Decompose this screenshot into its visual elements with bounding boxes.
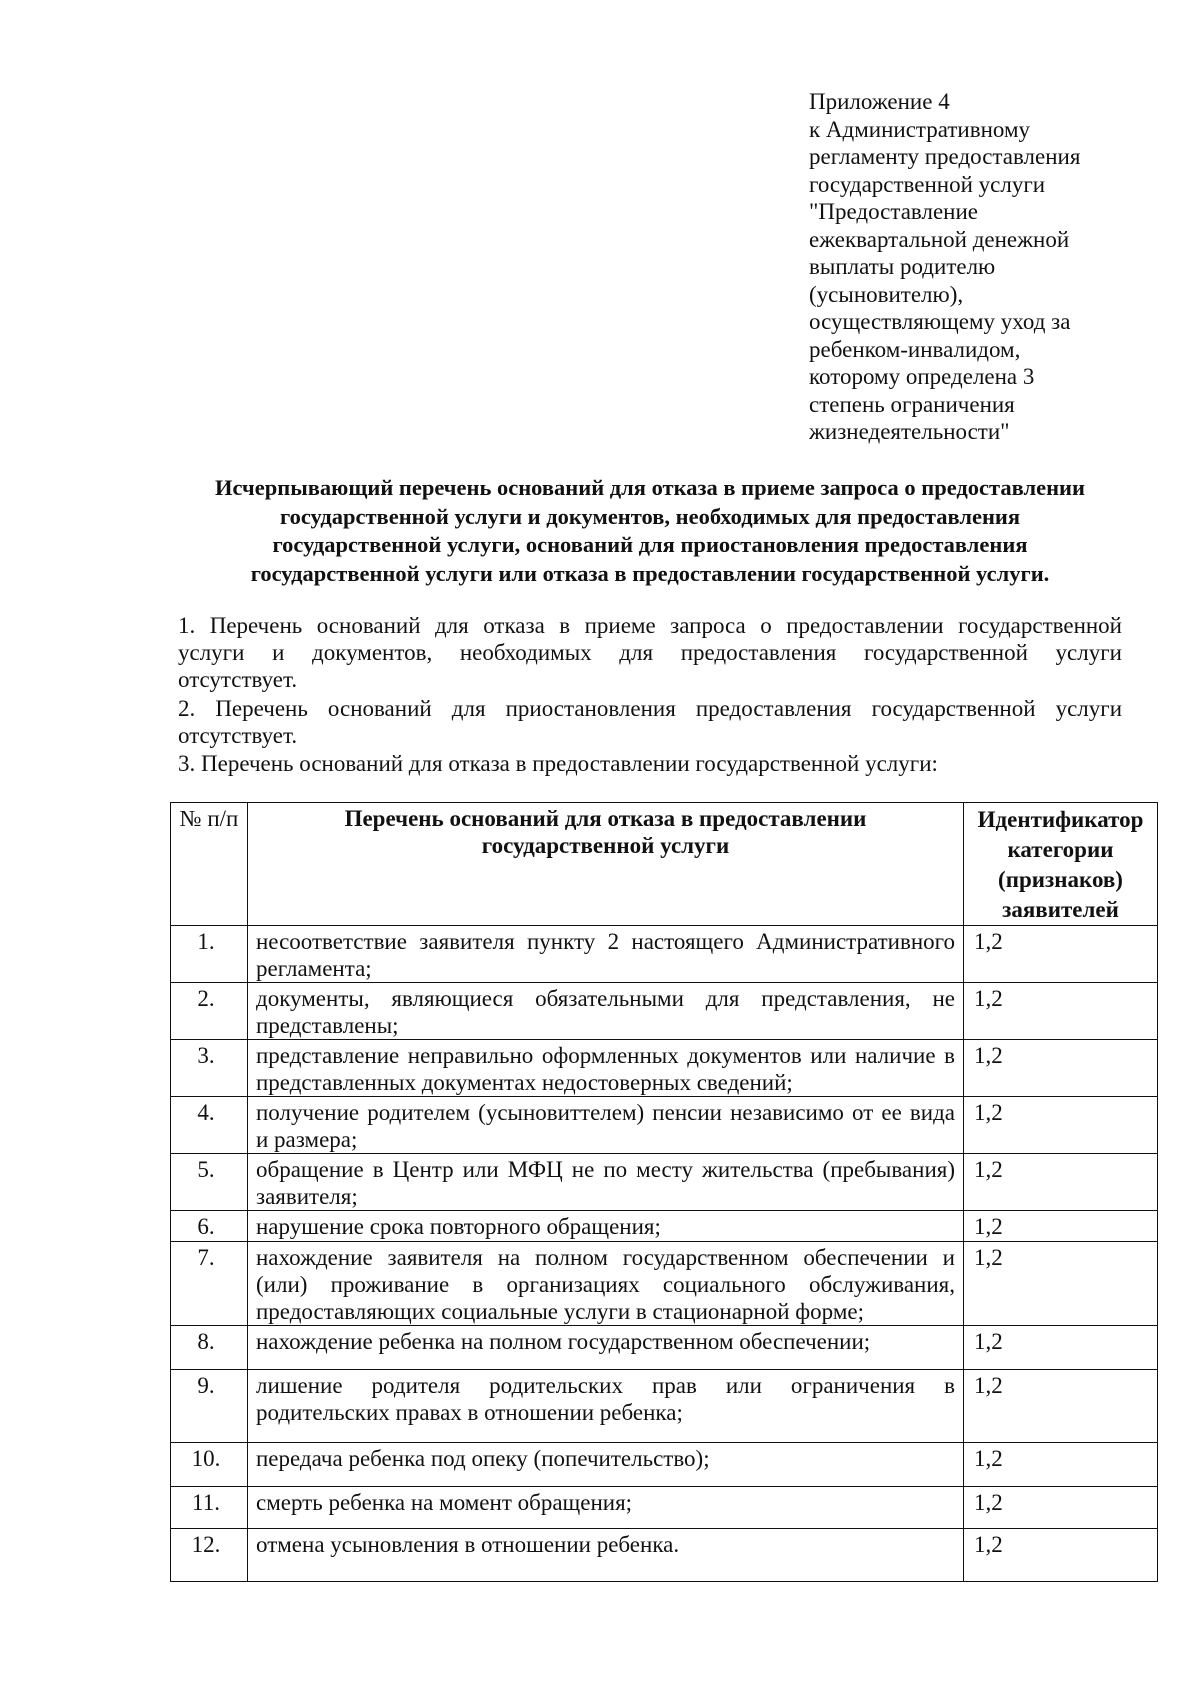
row-reason: лишение родителя родительских прав или ограничения в родительских правах в отношении ребенка; xyxy=(248,1370,964,1443)
table-row xyxy=(171,1443,1158,1487)
appendix-line: осуществляющему уход за xyxy=(809,309,1071,334)
row-number: 1. xyxy=(171,926,248,983)
paragraph-2-line: 2. Перечень оснований для приостановления предоставления государственной услуги xyxy=(178,696,1122,721)
table-row xyxy=(171,983,1158,1040)
row-identifier: 1,2 xyxy=(964,1242,1158,1326)
title-line: государственной услуги и документов, необходимых для предоставления xyxy=(279,503,1021,529)
appendix-line: ежеквартальной денежной xyxy=(809,226,1070,252)
title-line: государственной услуги или отказа в предоставлении государственной услуги. xyxy=(250,560,1050,586)
title-line: государственной услуги, оснований для приостановления предоставления xyxy=(272,532,1028,557)
table-row xyxy=(171,1040,1158,1097)
row-number: 11. xyxy=(171,1487,248,1529)
appendix-line: "Предоставление xyxy=(809,199,978,224)
title-line: Исчерпывающий перечень оснований для отказа в приеме запроса о предоставлении xyxy=(215,475,1085,500)
appendix-line: (усыновителю), xyxy=(809,281,964,307)
appendix-line: ребенком-инвалидом, xyxy=(809,336,1021,362)
table-row xyxy=(171,1487,1158,1529)
row-reason: смерть ребенка на момент обращения; xyxy=(248,1487,964,1529)
table-row xyxy=(171,1097,1158,1154)
appendix-line: государственной услуги xyxy=(809,171,1046,197)
row-number: 8. xyxy=(171,1326,248,1370)
document-title xyxy=(170,474,1130,588)
appendix-line: регламенту предоставления xyxy=(809,144,1081,169)
row-number: 3. xyxy=(171,1040,248,1097)
table-body xyxy=(171,926,1158,1582)
paragraph-3 xyxy=(178,750,1122,777)
appendix-line: к Административному xyxy=(809,116,1031,142)
appendix-line: жизнедеятельности" xyxy=(809,419,1010,444)
paragraph-1-line: отсутствует. xyxy=(178,667,298,692)
header-reason: Перечень оснований для отказа в предоставлении государственной услуги xyxy=(248,803,964,926)
table-row xyxy=(171,1326,1158,1370)
header-num: № п/п xyxy=(171,803,248,926)
row-identifier: 1,2 xyxy=(964,1211,1158,1242)
row-identifier: 1,2 xyxy=(964,926,1158,983)
row-number: 10. xyxy=(171,1443,248,1487)
table-row xyxy=(171,1154,1158,1211)
grounds-table xyxy=(170,802,1158,1582)
row-reason: нарушение срока повторного обращения; xyxy=(248,1211,964,1242)
row-number: 4. xyxy=(171,1097,248,1154)
row-identifier: 1,2 xyxy=(964,1326,1158,1370)
row-identifier: 1,2 xyxy=(964,1040,1158,1097)
table-row xyxy=(171,1211,1158,1242)
row-reason: нахождение ребенка на полном государственном обеспечении; xyxy=(248,1326,964,1370)
row-identifier: 1,2 xyxy=(964,983,1158,1040)
row-identifier: 1,2 xyxy=(964,1529,1158,1582)
row-reason: несоответствие заявителя пункту 2 настоящего Административного регламента; xyxy=(248,926,964,983)
row-reason: передача ребенка под опеку (попечительство); xyxy=(248,1443,964,1487)
row-number: 6. xyxy=(171,1211,248,1242)
appendix-header xyxy=(809,88,1149,446)
paragraph-2 xyxy=(178,695,1122,749)
appendix-line: степень ограничения xyxy=(809,391,1015,417)
row-identifier: 1,2 xyxy=(964,1370,1158,1443)
paragraph-1 xyxy=(178,612,1122,693)
table-row xyxy=(171,1242,1158,1326)
row-identifier: 1,2 xyxy=(964,1154,1158,1211)
row-identifier: 1,2 xyxy=(964,1487,1158,1529)
table-row xyxy=(171,1529,1158,1582)
row-number: 5. xyxy=(171,1154,248,1211)
paragraph-1-line: 1. Перечень оснований для отказа в приеме запроса о предоставлении государственной xyxy=(178,613,1122,638)
row-number: 12. xyxy=(171,1529,248,1582)
row-number: 9. xyxy=(171,1370,248,1443)
row-identifier: 1,2 xyxy=(964,1097,1158,1154)
table-row xyxy=(171,926,1158,983)
row-reason: отмена усыновления в отношении ребенка. xyxy=(248,1529,964,1582)
table-row xyxy=(171,1370,1158,1443)
appendix-line: которому определена 3 xyxy=(809,364,1035,389)
appendix-line: выплаты родителю xyxy=(809,254,996,279)
header-identifier: Идентификатор категории (признаков) заявителей xyxy=(964,803,1158,926)
appendix-line: Приложение 4 xyxy=(809,89,950,114)
row-number: 7. xyxy=(171,1242,248,1326)
row-reason: нахождение заявителя на полном государственном обеспечении и (или) проживание в организациях социального обслуживания, предоставляющих социальные услуги в стационарной форме; xyxy=(248,1242,964,1326)
row-reason: обращение в Центр или МФЦ не по месту жительства (пребывания) заявителя; xyxy=(248,1154,964,1211)
row-identifier: 1,2 xyxy=(964,1443,1158,1487)
row-reason: документы, являющиеся обязательными для представления, не представлены; xyxy=(248,983,964,1040)
row-number: 2. xyxy=(171,983,248,1040)
paragraph-3-line: 3. Перечень оснований для отказа в предоставлении государственной услуги: xyxy=(178,751,938,776)
row-reason: представление неправильно оформленных документов или наличие в представленных документах недостоверных сведений; xyxy=(248,1040,964,1097)
paragraph-2-line: отсутствует. xyxy=(178,723,298,748)
table-header-row xyxy=(171,803,1158,926)
paragraph-1-line: услуги и документов, необходимых для предоставления государственной услуги xyxy=(178,640,1122,665)
row-reason: получение родителем (усыновиттелем) пенсии независимо от ее вида и размера; xyxy=(248,1097,964,1154)
